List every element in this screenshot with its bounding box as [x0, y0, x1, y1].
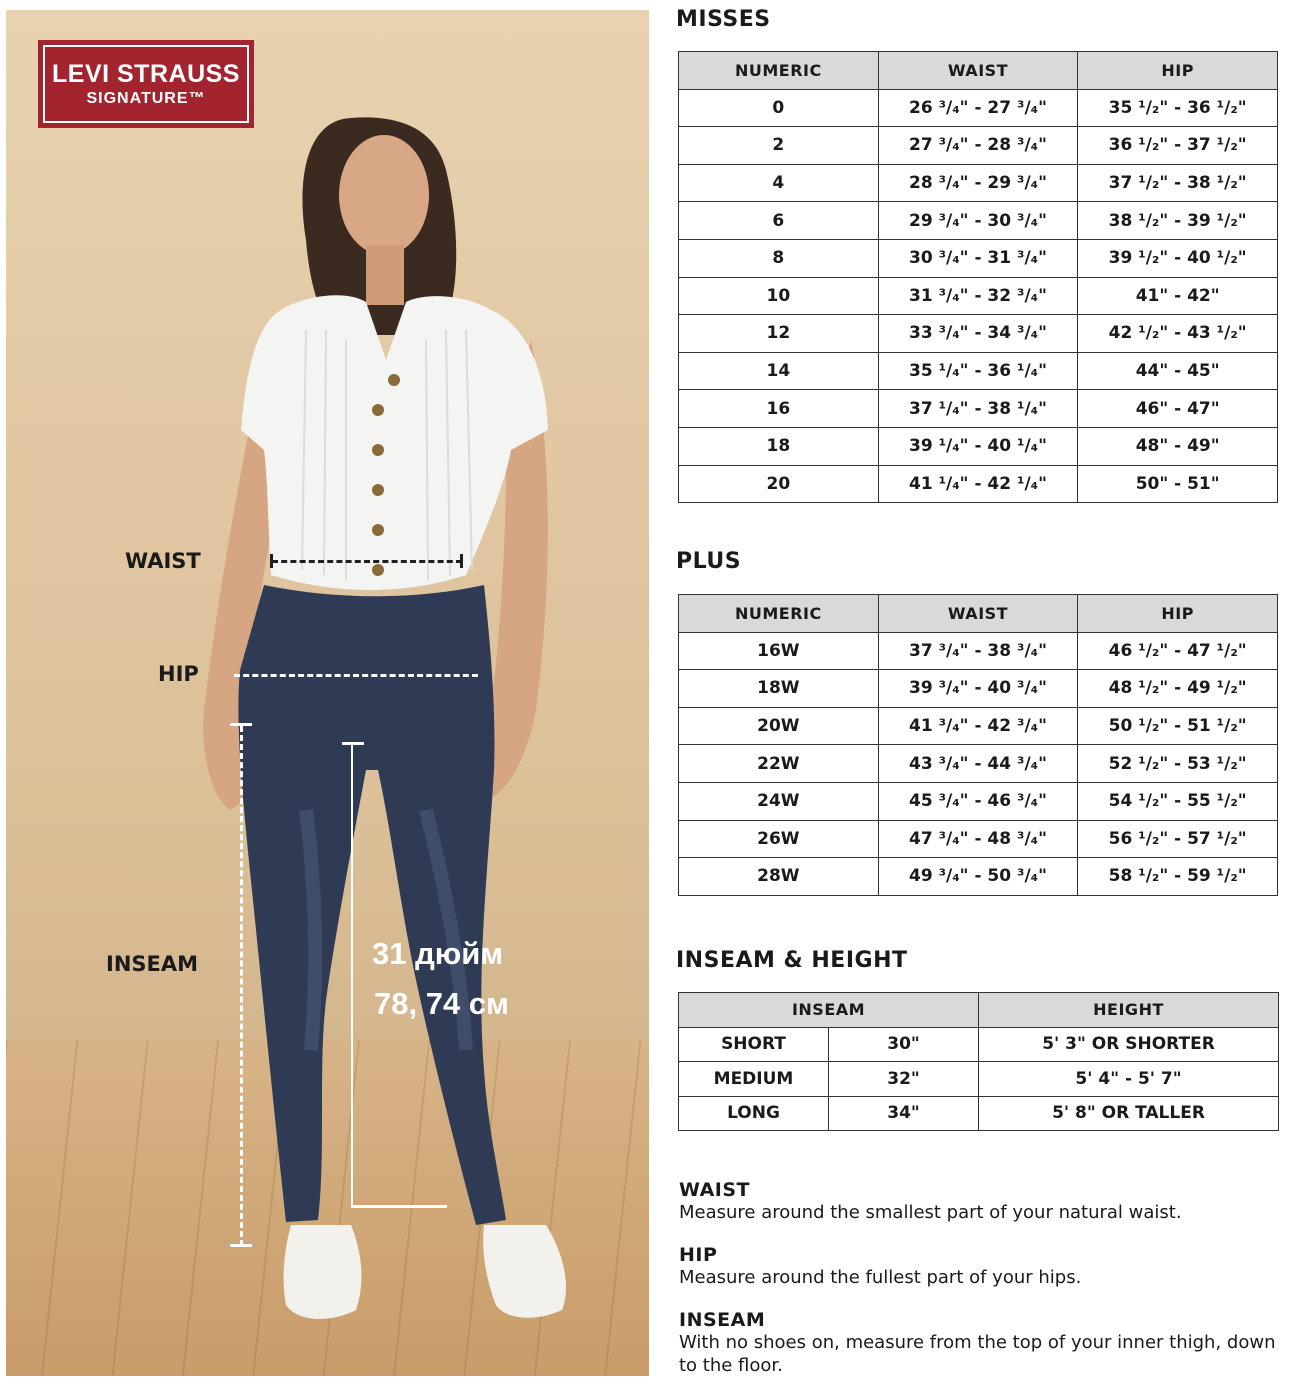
misses-size-table	[678, 51, 1278, 503]
model-figure	[6, 10, 649, 1376]
table-cell: 44" - 45"	[1078, 352, 1278, 390]
col-header-waist: WAIST	[878, 595, 1078, 633]
table-cell: 28 ³/₄" - 29 ³/₄"	[878, 164, 1078, 202]
table-cell: 5' 8" OR TALLER	[979, 1096, 1279, 1131]
table-row	[679, 820, 1278, 858]
table-cell: 22W	[679, 745, 879, 783]
table-cell: 58 ¹/₂" - 59 ¹/₂"	[1078, 858, 1278, 896]
definition-term: HIP	[679, 1244, 718, 1266]
table-cell: 48" - 49"	[1078, 427, 1278, 465]
waist-label: WAIST	[125, 549, 201, 573]
table-cell: 20	[679, 465, 879, 503]
table-cell: 39 ¹/₄" - 40 ¹/₄"	[878, 427, 1078, 465]
table-cell: 42 ¹/₂" - 43 ¹/₂"	[1078, 315, 1278, 353]
table-cell: 52 ¹/₂" - 53 ¹/₂"	[1078, 745, 1278, 783]
waist-line-cap-right	[460, 554, 463, 568]
table-row	[679, 1096, 1279, 1131]
definition-inseam	[679, 1309, 1279, 1377]
table-row	[679, 632, 1278, 670]
inseam-solid-cap-top	[342, 742, 364, 745]
table-cell: 41 ¹/₄" - 42 ¹/₄"	[878, 465, 1078, 503]
table-cell: MEDIUM	[679, 1062, 829, 1097]
table-cell: 29 ³/₄" - 30 ³/₄"	[878, 202, 1078, 240]
table-cell: 34"	[829, 1096, 979, 1131]
inseam-solid-line	[351, 744, 353, 1206]
table-row	[679, 465, 1278, 503]
table-cell: 37 ³/₄" - 38 ³/₄"	[878, 632, 1078, 670]
col-header-numeric: NUMERIC	[679, 595, 879, 633]
table-row	[679, 858, 1278, 896]
table-cell: 31 ³/₄" - 32 ³/₄"	[878, 277, 1078, 315]
table-cell: 35 ¹/₄" - 36 ¹/₄"	[878, 352, 1078, 390]
table-cell: 18	[679, 427, 879, 465]
table-row	[679, 127, 1278, 165]
table-row	[679, 670, 1278, 708]
table-cell: 6	[679, 202, 879, 240]
table-cell: 54 ¹/₂" - 55 ¹/₂"	[1078, 782, 1278, 820]
table-cell: 41" - 42"	[1078, 277, 1278, 315]
levi-strauss-signature-logo	[38, 40, 254, 128]
table-row	[679, 315, 1278, 353]
definition-waist	[679, 1179, 1279, 1224]
table-cell: 4	[679, 164, 879, 202]
definition-hip	[679, 1244, 1279, 1289]
table-row	[679, 202, 1278, 240]
table-row	[679, 707, 1278, 745]
table-cell: 36 ¹/₂" - 37 ¹/₂"	[1078, 127, 1278, 165]
table-cell: 45 ³/₄" - 46 ³/₄"	[878, 782, 1078, 820]
table-header-row	[679, 595, 1278, 633]
table-header-row	[679, 993, 1279, 1028]
table-cell: 30 ³/₄" - 31 ³/₄"	[878, 239, 1078, 277]
plus-size-table	[678, 594, 1278, 896]
table-row	[679, 89, 1278, 127]
col-header-hip: HIP	[1078, 595, 1278, 633]
table-cell: 16W	[679, 632, 879, 670]
table-cell: 8	[679, 239, 879, 277]
table-row	[679, 164, 1278, 202]
table-cell: 39 ³/₄" - 40 ³/₄"	[878, 670, 1078, 708]
table-cell: 48 ¹/₂" - 49 ¹/₂"	[1078, 670, 1278, 708]
table-row	[679, 239, 1278, 277]
table-row	[679, 1062, 1279, 1097]
inseam-height-title: INSEAM & HEIGHT	[676, 948, 908, 973]
table-cell: 49 ³/₄" - 50 ³/₄"	[878, 858, 1078, 896]
table-row	[679, 352, 1278, 390]
table-cell: 18W	[679, 670, 879, 708]
misses-title: MISSES	[676, 7, 771, 32]
hip-label: HIP	[158, 662, 199, 686]
inseam-overlay-inches: 31 дюйм	[372, 936, 504, 971]
table-cell: 47 ³/₄" - 48 ³/₄"	[878, 820, 1078, 858]
table-cell: 39 ¹/₂" - 40 ¹/₂"	[1078, 239, 1278, 277]
table-cell: 27 ³/₄" - 28 ³/₄"	[878, 127, 1078, 165]
table-row	[679, 277, 1278, 315]
definition-text: With no shoes on, measure from the top of your inner thigh, down to the floor.	[679, 1332, 1276, 1376]
table-cell: 30"	[829, 1027, 979, 1062]
table-row	[679, 1027, 1279, 1062]
table-cell: 26 ³/₄" - 27 ³/₄"	[878, 89, 1078, 127]
table-cell: 56 ¹/₂" - 57 ¹/₂"	[1078, 820, 1278, 858]
hip-measure-line	[234, 674, 478, 677]
definition-term: WAIST	[679, 1179, 751, 1201]
table-cell: 38 ¹/₂" - 39 ¹/₂"	[1078, 202, 1278, 240]
col-header-numeric: NUMERIC	[679, 52, 879, 90]
inseam-height-table	[678, 992, 1279, 1131]
col-header-waist: WAIST	[878, 52, 1078, 90]
table-row	[679, 745, 1278, 783]
table-cell: 28W	[679, 858, 879, 896]
inseam-solid-base	[351, 1205, 447, 1208]
table-cell: 35 ¹/₂" - 36 ¹/₂"	[1078, 89, 1278, 127]
table-cell: 37 ¹/₂" - 38 ¹/₂"	[1078, 164, 1278, 202]
definition-term: INSEAM	[679, 1309, 766, 1331]
plus-title: PLUS	[676, 549, 742, 574]
model-photo	[6, 10, 649, 1376]
logo-text-brand: LEVI STRAUSS	[52, 60, 240, 88]
definition-text: Measure around the smallest part of your natural waist.	[679, 1202, 1182, 1223]
definition-text: Measure around the fullest part of your hips.	[679, 1267, 1082, 1288]
waist-line-cap-left	[270, 554, 273, 568]
table-cell: 46" - 47"	[1078, 390, 1278, 428]
table-cell: 20W	[679, 707, 879, 745]
table-cell: 16	[679, 390, 879, 428]
table-cell: 32"	[829, 1062, 979, 1097]
table-cell: 14	[679, 352, 879, 390]
col-header-height: HEIGHT	[979, 993, 1279, 1028]
col-header-inseam: INSEAM	[679, 993, 979, 1028]
col-header-hip: HIP	[1078, 52, 1278, 90]
table-cell: 24W	[679, 782, 879, 820]
table-cell: 12	[679, 315, 879, 353]
table-cell: 50" - 51"	[1078, 465, 1278, 503]
logo-text-signature: SIGNATURE™	[86, 90, 206, 107]
table-cell: 50 ¹/₂" - 51 ¹/₂"	[1078, 707, 1278, 745]
waist-measure-line	[272, 560, 462, 563]
table-cell: 10	[679, 277, 879, 315]
table-row	[679, 390, 1278, 428]
table-cell: 33 ³/₄" - 34 ³/₄"	[878, 315, 1078, 353]
table-cell: 5' 4" - 5' 7"	[979, 1062, 1279, 1097]
table-cell: 43 ³/₄" - 44 ³/₄"	[878, 745, 1078, 783]
inseam-label: INSEAM	[106, 952, 199, 976]
table-cell: 5' 3" OR SHORTER	[979, 1027, 1279, 1062]
table-cell: LONG	[679, 1096, 829, 1131]
inseam-overlay-cm: 78, 74 см	[374, 986, 509, 1021]
table-cell: SHORT	[679, 1027, 829, 1062]
table-row	[679, 427, 1278, 465]
inseam-dashed-line	[240, 726, 243, 1246]
table-header-row	[679, 52, 1278, 90]
table-cell: 26W	[679, 820, 879, 858]
table-cell: 41 ³/₄" - 42 ³/₄"	[878, 707, 1078, 745]
table-row	[679, 782, 1278, 820]
table-cell: 46 ¹/₂" - 47 ¹/₂"	[1078, 632, 1278, 670]
table-cell: 0	[679, 89, 879, 127]
table-cell: 2	[679, 127, 879, 165]
inseam-dash-cap-bottom	[230, 1244, 252, 1247]
table-cell: 37 ¹/₄" - 38 ¹/₄"	[878, 390, 1078, 428]
